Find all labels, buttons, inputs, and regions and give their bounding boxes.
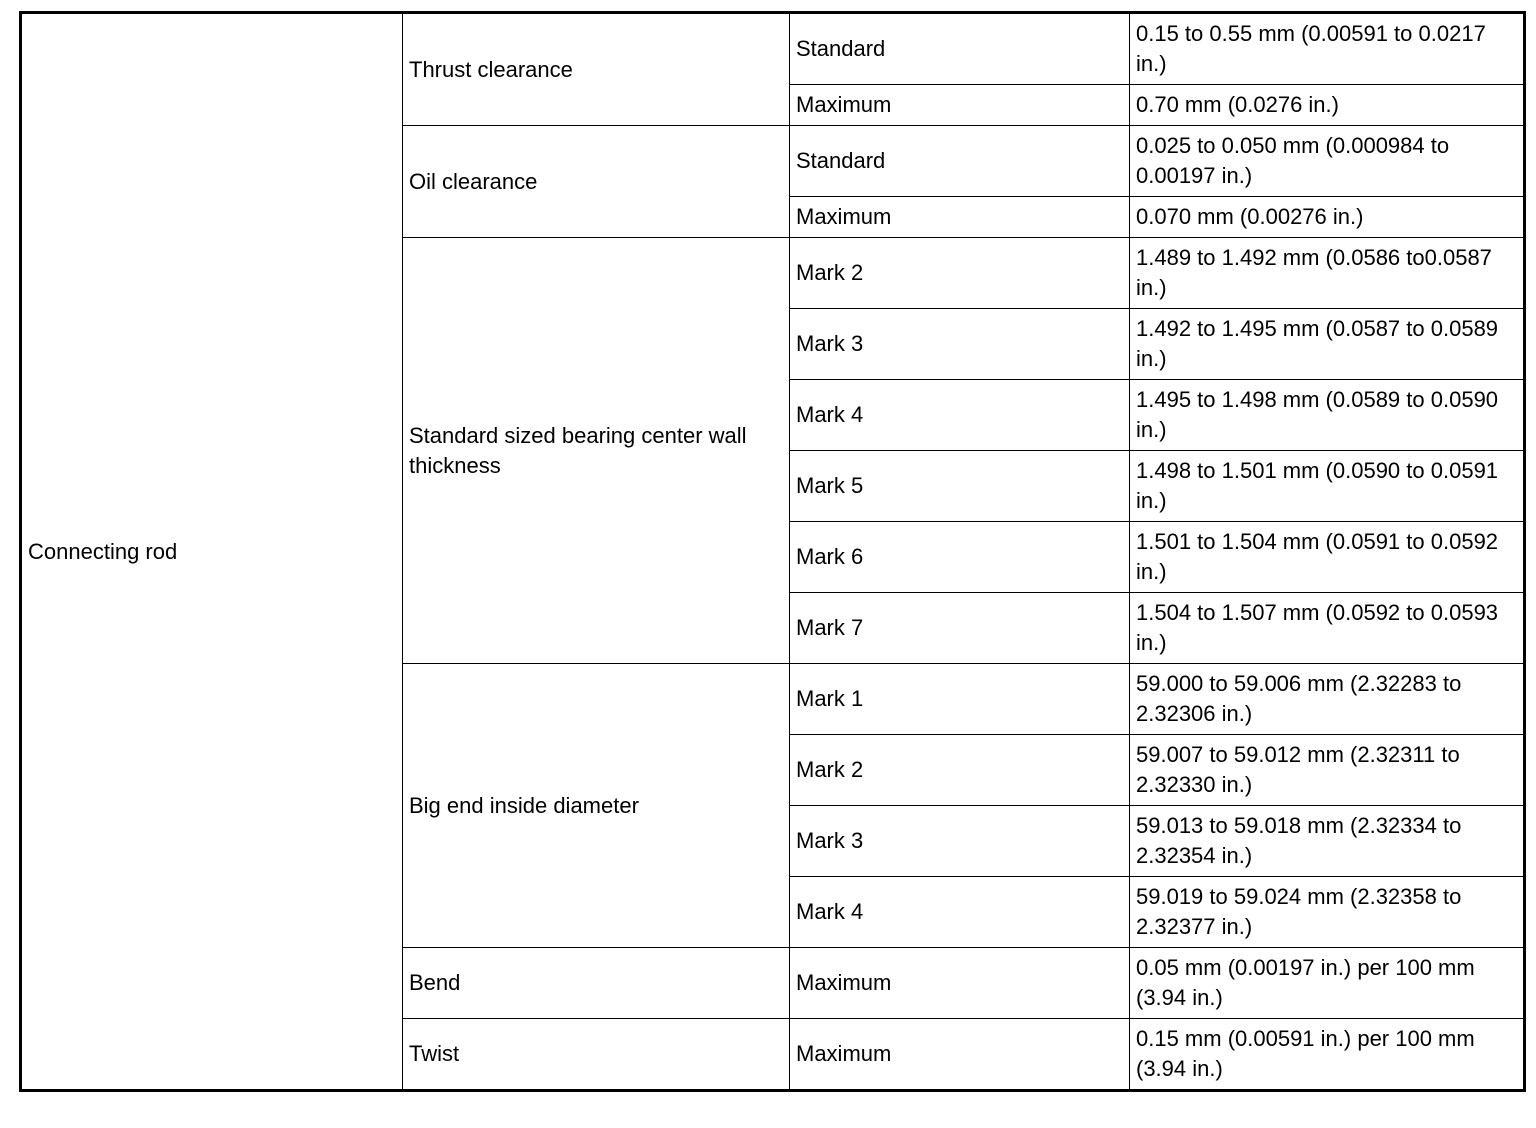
condition-cell: Mark 4 <box>790 380 1130 451</box>
value-cell: 59.013 to 59.018 mm (2.32334 to 2.32354 in.) <box>1130 806 1525 877</box>
value-cell: 0.025 to 0.050 mm (0.000984 to 0.00197 in.) <box>1130 126 1525 197</box>
condition-cell: Mark 1 <box>790 664 1130 735</box>
value-cell: 1.492 to 1.495 mm (0.0587 to 0.0589 in.) <box>1130 309 1525 380</box>
condition-cell: Mark 3 <box>790 309 1130 380</box>
value-cell: 0.05 mm (0.00197 in.) per 100 mm (3.94 in.) <box>1130 948 1525 1019</box>
value-cell: 0.070 mm (0.00276 in.) <box>1130 197 1525 238</box>
condition-cell: Mark 4 <box>790 877 1130 948</box>
component-cell: Connecting rod <box>21 13 403 1091</box>
value-cell: 1.504 to 1.507 mm (0.0592 to 0.0593 in.) <box>1130 593 1525 664</box>
condition-cell: Mark 5 <box>790 451 1130 522</box>
condition-cell: Mark 3 <box>790 806 1130 877</box>
table-row <box>21 13 1525 85</box>
condition-cell: Mark 2 <box>790 238 1130 309</box>
item-oil-clearance: Oil clearance <box>403 126 790 238</box>
condition-cell: Maximum <box>790 1019 1130 1091</box>
condition-cell: Maximum <box>790 85 1130 126</box>
value-cell: 1.495 to 1.498 mm (0.0589 to 0.0590 in.) <box>1130 380 1525 451</box>
value-cell: 0.15 to 0.55 mm (0.00591 to 0.0217 in.) <box>1130 13 1525 85</box>
condition-cell: Mark 6 <box>790 522 1130 593</box>
condition-cell: Mark 7 <box>790 593 1130 664</box>
item-thrust-clearance: Thrust clearance <box>403 13 790 126</box>
item-twist: Twist <box>403 1019 790 1091</box>
value-cell: 0.70 mm (0.0276 in.) <box>1130 85 1525 126</box>
value-cell: 59.019 to 59.024 mm (2.32358 to 2.32377 in.) <box>1130 877 1525 948</box>
condition-cell: Standard <box>790 126 1130 197</box>
value-cell: 1.501 to 1.504 mm (0.0591 to 0.0592 in.) <box>1130 522 1525 593</box>
condition-cell: Mark 2 <box>790 735 1130 806</box>
item-bend: Bend <box>403 948 790 1019</box>
item-bearing-wall-thickness: Standard sized bearing center wall thickness <box>403 238 790 664</box>
condition-cell: Maximum <box>790 197 1130 238</box>
item-big-end-inside-diameter: Big end inside diameter <box>403 664 790 948</box>
condition-cell: Maximum <box>790 948 1130 1019</box>
value-cell: 59.007 to 59.012 mm (2.32311 to 2.32330 in.) <box>1130 735 1525 806</box>
condition-cell: Standard <box>790 13 1130 85</box>
spec-table <box>19 11 1526 1092</box>
value-cell: 0.15 mm (0.00591 in.) per 100 mm (3.94 in.) <box>1130 1019 1525 1091</box>
value-cell: 59.000 to 59.006 mm (2.32283 to 2.32306 in.) <box>1130 664 1525 735</box>
value-cell: 1.489 to 1.492 mm (0.0586 to0.0587 in.) <box>1130 238 1525 309</box>
value-cell: 1.498 to 1.501 mm (0.0590 to 0.0591 in.) <box>1130 451 1525 522</box>
